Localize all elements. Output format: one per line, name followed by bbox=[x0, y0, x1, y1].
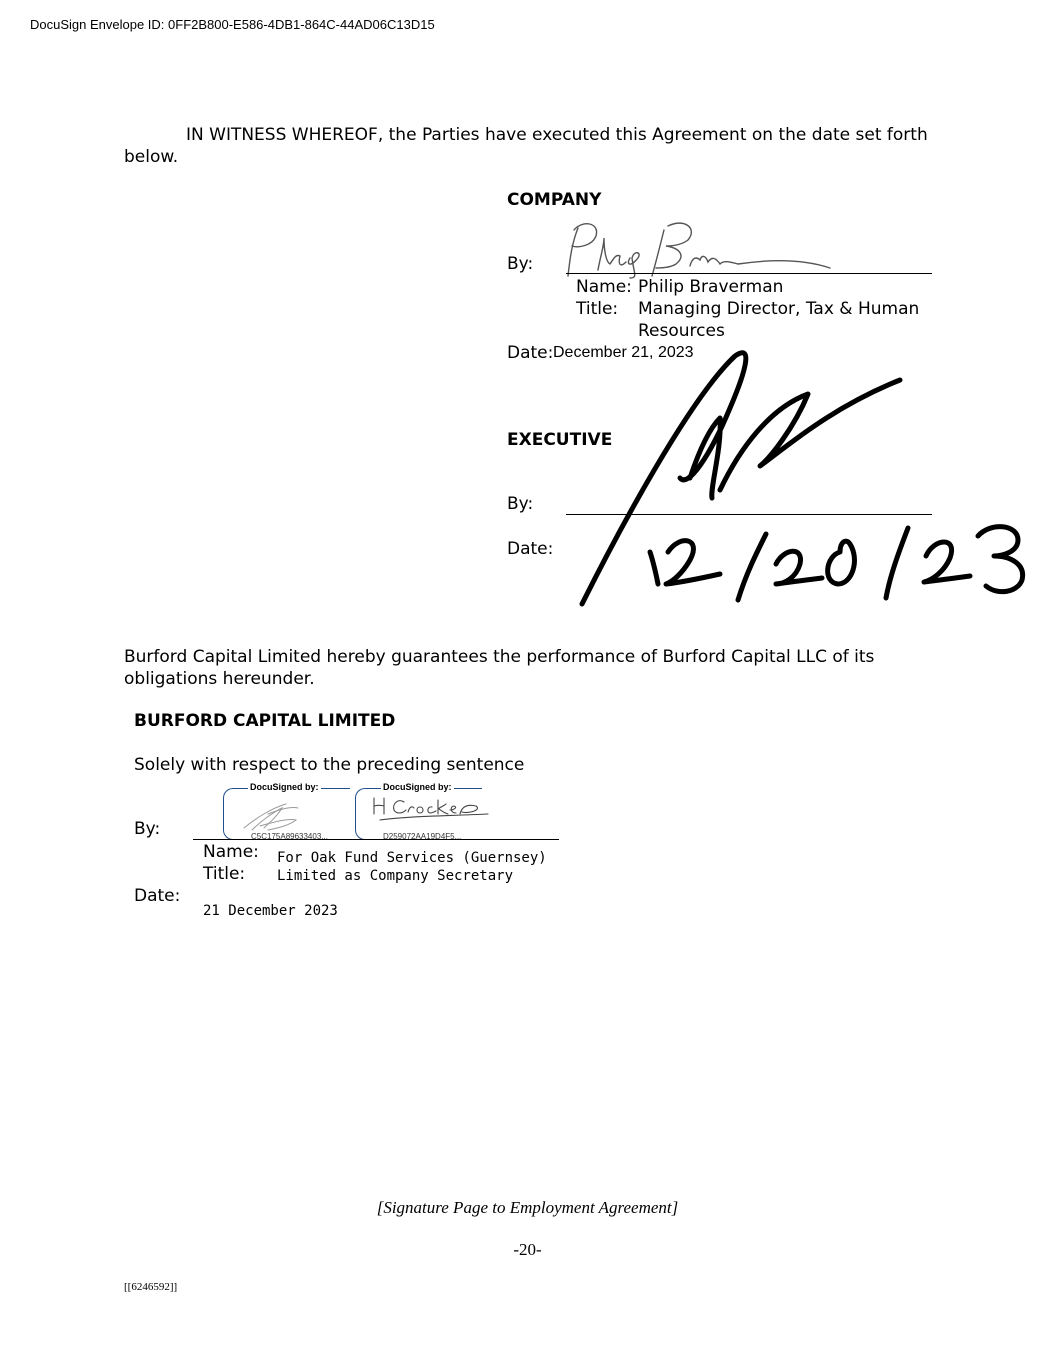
burford-heading: BURFORD CAPITAL LIMITED bbox=[134, 711, 396, 731]
burford-date-label: Date: bbox=[134, 886, 181, 906]
burford-by-label: By: bbox=[134, 819, 161, 839]
executive-by-label: By: bbox=[507, 494, 534, 514]
document-reference: [[6246592]] bbox=[124, 1281, 178, 1293]
docusign-1-id: C5C175A89633403... bbox=[251, 832, 328, 841]
company-signature-line bbox=[566, 273, 932, 274]
executive-signature-image bbox=[570, 338, 1030, 613]
company-name-value: Philip Braverman bbox=[638, 277, 784, 297]
company-date-value: December 21, 2023 bbox=[553, 344, 694, 361]
signature-page-caption: [Signature Page to Employment Agreement] bbox=[376, 1198, 679, 1217]
witness-line-2: below. bbox=[124, 147, 179, 167]
executive-date-label: Date: bbox=[507, 539, 554, 559]
witness-line-1: IN WITNESS WHEREOF, the Parties have executed this Agreement on the date set forth bbox=[186, 125, 928, 145]
burford-name-title-line-2: Limited as Company Secretary bbox=[277, 868, 514, 884]
burford-name-title-line-1: For Oak Fund Services (Guernsey) bbox=[277, 850, 547, 866]
guarantee-line-2: obligations hereunder. bbox=[124, 669, 315, 689]
docusign-2-id: D259072AA19D4F5... bbox=[383, 832, 462, 841]
burford-name-label: Name: bbox=[203, 842, 259, 862]
envelope-id-header: DocuSign Envelope ID: 0FF2B800-E586-4DB1-864C-44AD06C13D15 bbox=[30, 17, 435, 32]
docusign-2-label: DocuSigned by: bbox=[383, 782, 452, 792]
company-title-value-line-2: Resources bbox=[638, 321, 725, 341]
docusign-1-signature-image bbox=[238, 800, 328, 834]
burford-subheading: Solely with respect to the preceding sentence bbox=[134, 755, 525, 775]
docusign-1-label: DocuSigned by: bbox=[250, 782, 319, 792]
company-by-label: By: bbox=[507, 254, 534, 274]
burford-date-value: 21 December 2023 bbox=[203, 903, 338, 919]
company-name-label: Name: bbox=[576, 277, 632, 297]
company-signature-image bbox=[560, 218, 840, 280]
company-date-label: Date: bbox=[507, 343, 554, 363]
burford-signature-line bbox=[193, 839, 559, 840]
company-heading: COMPANY bbox=[507, 190, 602, 210]
company-title-label: Title: bbox=[576, 299, 619, 319]
executive-heading: EXECUTIVE bbox=[507, 430, 613, 450]
guarantee-line-1: Burford Capital Limited hereby guarantees the performance of Burford Capital LLC of its bbox=[124, 647, 875, 667]
page-number: -20- bbox=[513, 1240, 542, 1259]
burford-title-label: Title: bbox=[203, 864, 246, 884]
company-title-value-line-1: Managing Director, Tax & Human bbox=[638, 299, 920, 319]
executive-handwritten-date bbox=[650, 527, 1023, 600]
docusign-2-signature-image bbox=[368, 794, 508, 828]
